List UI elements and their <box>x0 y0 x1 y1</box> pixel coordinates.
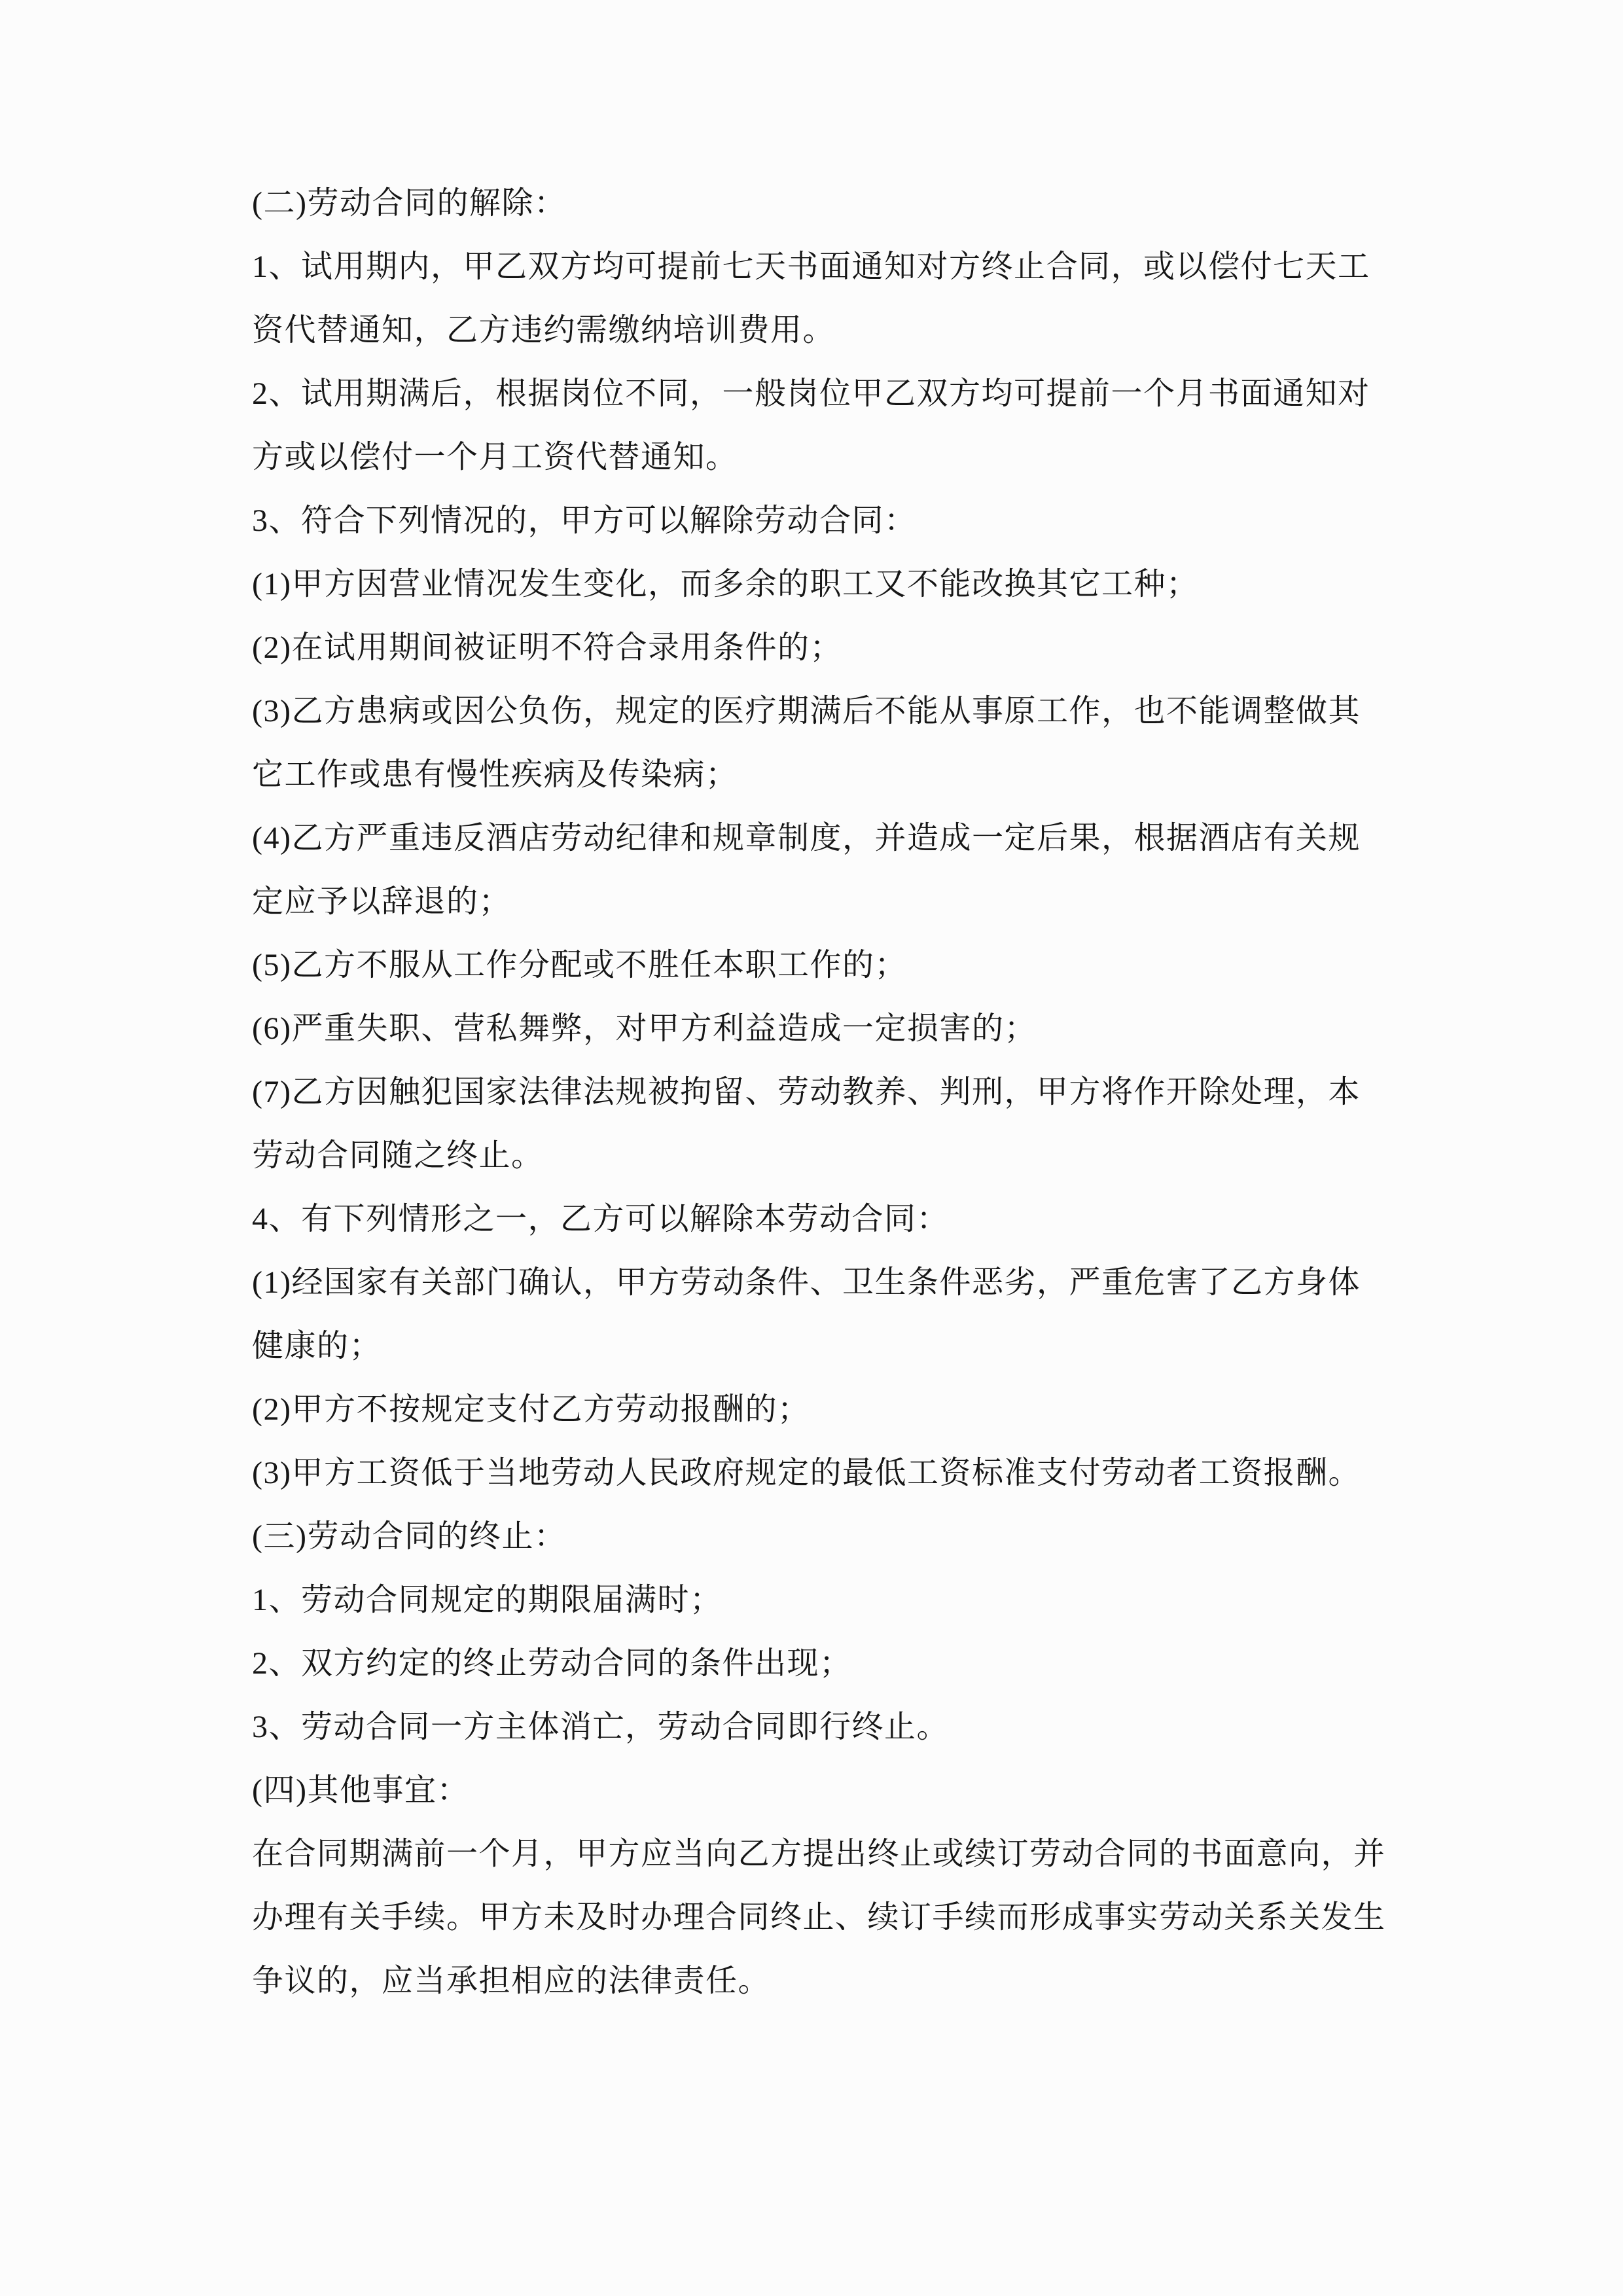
text-line: 1、试用期内，甲乙双方均可提前七天书面通知对方终止合同，或以偿付七天工 <box>252 249 1370 284</box>
text-line: (3)乙方患病或因公负伤，规定的医疗期满后不能从事原工作，也不能调整做其 <box>252 694 1361 728</box>
text-line: (2)甲方不按规定支付乙方劳动报酬的； <box>252 1392 810 1427</box>
text-line: 4、有下列情形之一，乙方可以解除本劳动合同： <box>252 1202 950 1236</box>
text-line: (三)劳动合同的终止： <box>252 1519 567 1554</box>
text-line: (4)乙方严重违反酒店劳动纪律和规章制度，并造成一定后果，根据酒店有关规 <box>252 821 1361 855</box>
text-line: 它工作或患有慢性疾病及传染病； <box>252 757 738 792</box>
text-line: (二)劳动合同的解除： <box>252 186 567 221</box>
text-line: 2、试用期满后，根据岗位不同，一般岗位甲乙双方均可提前一个月书面通知对 <box>252 376 1370 411</box>
text-line: (3)甲方工资低于当地劳动人民政府规定的最低工资标准支付劳动者工资报酬。 <box>252 1456 1361 1490</box>
text-line: 资代替通知，乙方违约需缴纳培训费用。 <box>252 313 836 348</box>
text-line: 在合同期满前一个月，甲方应当向乙方提出终止或续订劳动合同的书面意向，并 <box>252 1837 1386 1871</box>
document-body <box>252 171 1440 2013</box>
text-line: (1)经国家有关部门确认，甲方劳动条件、卫生条件恶劣，严重危害了乙方身体 <box>252 1265 1361 1300</box>
text-line: (6)严重失职、营私舞弊，对甲方利益造成一定损害的； <box>252 1011 1037 1046</box>
text-line: (5)乙方不服从工作分配或不胜任本职工作的； <box>252 948 907 982</box>
text-line: (1)甲方因营业情况发生变化，而多余的职工又不能改换其它工种； <box>252 567 1199 601</box>
text-line: (四)其他事宜： <box>252 1773 469 1808</box>
text-line: 方或以偿付一个月工资代替通知。 <box>252 440 738 475</box>
text-line: 3、符合下列情况的，甲方可以解除劳动合同： <box>252 503 917 538</box>
text-line: 1、劳动合同规定的期限届满时； <box>252 1583 722 1617</box>
text-line: 健康的； <box>252 1329 382 1363</box>
text-line: 办理有关手续。甲方未及时办理合同终止、续订手续而形成事实劳动关系关发生 <box>252 1900 1386 1935</box>
text-line: 劳动合同随之终止。 <box>252 1138 544 1173</box>
text-line: (7)乙方因触犯国家法律法规被拘留、劳动教养、判刑，甲方将作开除处理，本 <box>252 1075 1361 1109</box>
text-line: (2)在试用期间被证明不符合录用条件的； <box>252 630 842 665</box>
text-line: 争议的，应当承担相应的法律责任。 <box>252 1964 771 1998</box>
text-line: 3、劳动合同一方主体消亡，劳动合同即行终止。 <box>252 1710 950 1744</box>
text-line: 2、双方约定的终止劳动合同的条件出现； <box>252 1646 852 1681</box>
text-line: 定应予以辞退的； <box>252 884 512 919</box>
